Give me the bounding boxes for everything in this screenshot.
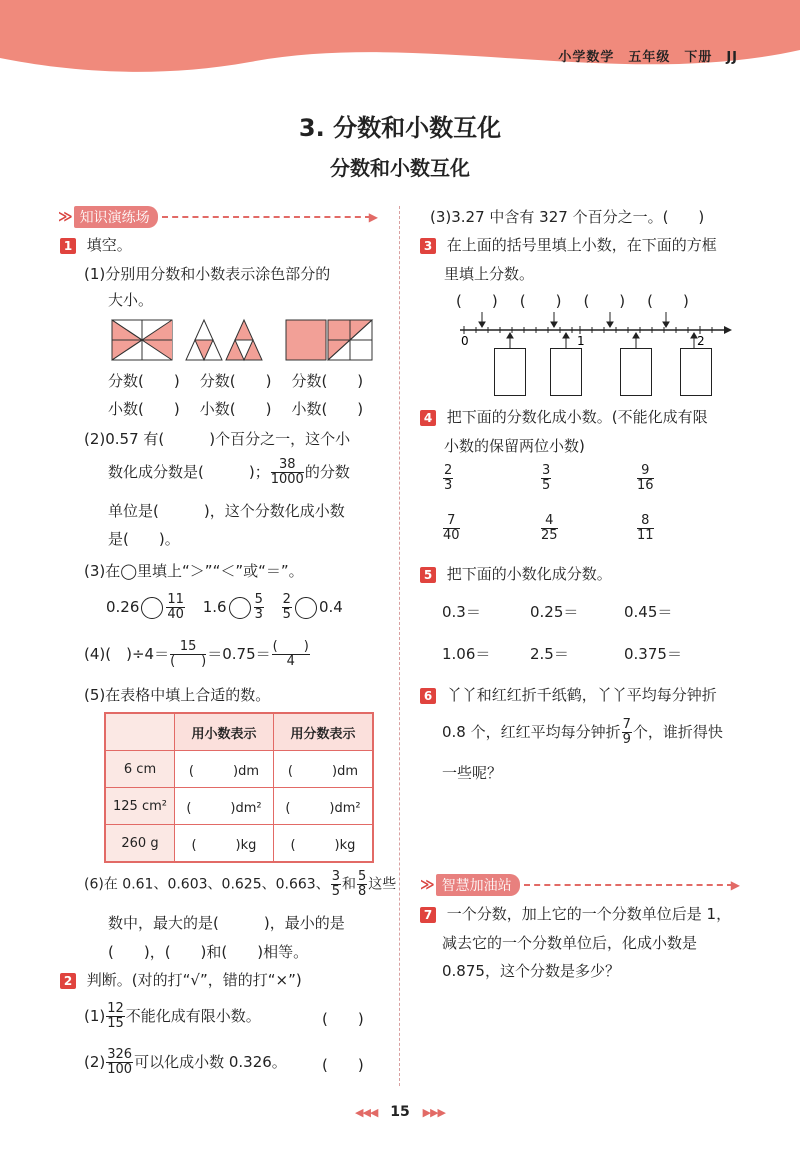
decimal-answer-row: 小数( ) 小数( ) 小数( ) <box>108 400 364 418</box>
q4-fraction: $\frac{2}{3}$ <box>444 463 453 493</box>
q4-fraction: $\frac{7}{40}$ <box>443 513 460 543</box>
question-number: 5 <box>420 567 436 583</box>
q1-part5: (5)在表格中填上合适的数。 <box>84 686 271 704</box>
q1-part1-line1: (1)分别用分数和小数表示涂色部分的 <box>84 265 331 283</box>
q1-part3-line1: (3)在◯里填上“＞”“＜”或“＝”。 <box>84 562 304 580</box>
table-row: 6 cm ( )dm ( )dm <box>105 751 373 788</box>
page-title: 3. 分数和小数互化 <box>298 114 502 142</box>
question-6-line2: 0.8 个，红红平均每分钟折 $\frac{7}{9}$ 个，谁折得快 <box>442 717 723 747</box>
svg-text:0: 0 <box>461 334 469 348</box>
question-3-line2: 里填上分数。 <box>444 265 535 283</box>
question-number: 7 <box>420 907 436 923</box>
q1-part2-line3: 单位是( )，这个分数化成小数 <box>108 502 345 520</box>
question-number: 6 <box>420 688 436 704</box>
q4-fraction: $\frac{3}{5}$ <box>542 463 551 493</box>
question-7-line1: 7 一个分数，加上它的一个分数单位后是 1， <box>420 903 731 924</box>
q1-part6-line3: ( )，( )和( )相等。 <box>108 943 309 961</box>
question-1-heading: 1 填空。 <box>60 234 132 255</box>
left-arrows-icon: ◀◀◀ <box>354 1106 378 1119</box>
conversion-table: 用小数表示 用分数表示 6 cm ( )dm ( )dm 125 cm² ( )dm² ( )dm² 260 g ( )kg ( )kg <box>104 712 374 863</box>
svg-text:1: 1 <box>577 334 585 348</box>
answer-box[interactable] <box>494 348 526 396</box>
q5-item: 1.06＝ <box>442 645 491 663</box>
square-figure-1 <box>112 320 172 360</box>
table-row: 125 cm² ( )dm² ( )dm² <box>105 788 373 825</box>
answer-box[interactable] <box>620 348 652 396</box>
practice-section-tag: ≫ 知识演练场 ▶ <box>58 206 378 228</box>
section-subtitle: 分数和小数互化 <box>330 156 470 180</box>
square-figure-2 <box>286 320 372 360</box>
compare-circle <box>229 597 251 619</box>
question-7-line2: 减去它的一个分数单位后，化成小数是 <box>442 934 698 952</box>
q5-item: 0.3＝ <box>442 603 481 621</box>
question-7-line3: 0.875，这个分数是多少？ <box>442 962 620 980</box>
page-number: ◀◀◀ 15 ▶▶▶ <box>354 1104 445 1120</box>
right-arrows-icon: ▶▶▶ <box>422 1106 445 1119</box>
number-line-parens: ( ) ( ) ( ) ( ) <box>456 292 689 310</box>
answer-box[interactable] <box>550 348 582 396</box>
q1-part4: (4)( )÷4＝ $\frac{15}{( )}$ ＝0.75＝ $\frac{( )}{4}$ <box>84 639 309 669</box>
shaded-figures <box>110 318 375 362</box>
q4-fraction: $\frac{8}{11}$ <box>637 513 654 543</box>
question-4-line2: 小数的保留两位小数) <box>444 437 585 455</box>
question-6-line1: 6 丫丫和红红折千纸鹤，丫丫平均每分钟折 <box>420 684 717 705</box>
book-info: 小学数学 五年级 下册 JJ <box>558 50 738 65</box>
question-number: 3 <box>420 238 436 254</box>
q1-part2-line2: 数化成分数是( )； $\frac{38}{1000}$ 的分数 <box>108 457 350 487</box>
q5-item: 0.25＝ <box>530 603 579 621</box>
triangle-figure-2 <box>226 320 280 360</box>
q5-item: 0.45＝ <box>624 603 673 621</box>
table-row: 260 g ( )kg ( )kg <box>105 825 373 863</box>
q1-part3-compare: 0.26 $\frac{11}{40}$ 1.6 $\frac{5}{3}$ $\frac{2}{5}$ 0.4 <box>106 592 343 622</box>
question-number: 1 <box>60 238 76 254</box>
column-divider <box>399 206 400 1086</box>
q2-item2-answer[interactable]: ( ) <box>322 1056 364 1074</box>
challenge-section-tag: ≫ 智慧加油站 ▶ <box>420 874 740 896</box>
question-5-heading: 5 把下面的小数化成分数。 <box>420 563 612 584</box>
q1-part1-line2: 大小。 <box>108 291 154 309</box>
q4-fraction: $\frac{4}{25}$ <box>541 513 558 543</box>
question-number: 2 <box>60 973 76 989</box>
q2-item1-answer[interactable]: ( ) <box>322 1010 364 1028</box>
zigzag-icon: ≫ <box>420 877 435 893</box>
question-number: 4 <box>420 410 436 426</box>
q5-item: 2.5＝ <box>530 645 569 663</box>
question-6-line3: 一些呢？ <box>442 764 503 782</box>
q2-item1: (1) $\frac{12}{15}$ 不能化成有限小数。 <box>84 1001 261 1031</box>
question-3-line1: 3 在上面的括号里填上小数，在下面的方框 <box>420 234 717 255</box>
compare-circle <box>141 597 163 619</box>
question-4-line1: 4 把下面的分数化成小数。(不能化成有限 <box>420 406 708 427</box>
arrow-icon: ▶ <box>730 878 740 892</box>
q1-part2-line1: (2)0.57 有( )个百分之一，这个小 <box>84 430 351 448</box>
q2-item2: (2) $\frac{326}{100}$ 可以化成小数 0.326。 <box>84 1047 287 1077</box>
svg-text:2: 2 <box>697 334 705 348</box>
q1-part6-line2: 数中，最大的是( )，最小的是 <box>108 914 345 932</box>
q2-item3: (3)3.27 中含有 327 个百分之一。( ) <box>430 208 705 226</box>
arrow-icon: ▶ <box>368 210 378 224</box>
q1-part6-line1: (6)在 0.61、0.603、0.625、0.663、 $\frac{3}{5}$ 和 $\frac{5}{8}$ 这些 <box>84 869 397 899</box>
q4-fraction: $\frac{9}{16}$ <box>637 463 654 493</box>
q1-part2-line4: 是( )。 <box>108 530 180 548</box>
triangle-figure-1 <box>186 320 222 360</box>
compare-circle <box>295 597 317 619</box>
question-2-heading: 2 判断。(对的打“√”，错的打“×”) <box>60 969 302 990</box>
zigzag-icon: ≫ <box>58 209 73 225</box>
number-line <box>456 310 736 350</box>
fraction-answer-row: 分数( ) 分数( ) 分数( ) <box>108 372 364 390</box>
q5-item: 0.375＝ <box>624 645 682 663</box>
header-band <box>0 0 800 90</box>
answer-box[interactable] <box>680 348 712 396</box>
